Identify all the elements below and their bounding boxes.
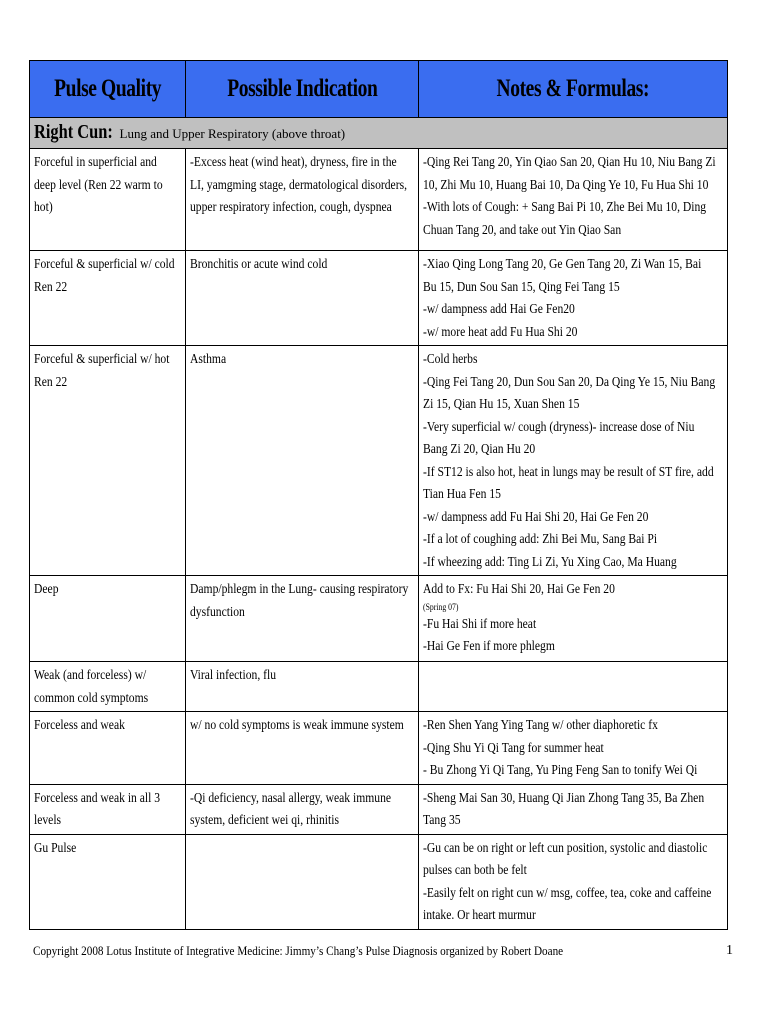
notes-cell — [419, 576, 728, 662]
table-row — [30, 662, 728, 712]
cell-line: hot) — [34, 199, 53, 214]
table-row — [30, 251, 728, 346]
notes-cell — [419, 149, 728, 251]
cell-line: -If wheezing add: Ting Li Zi, Yu Xing Cao, Ma Huang — [423, 553, 677, 569]
cell-line: Forceless and weak — [34, 717, 125, 732]
table-row — [30, 712, 728, 785]
table-row — [30, 149, 728, 251]
notes-cell — [419, 662, 728, 712]
section-row-right-cun — [30, 118, 728, 149]
cell-line: Bronchitis or acute wind cold — [190, 256, 328, 271]
pulse-quality-cell — [30, 576, 186, 662]
cell-line: Viral infection, flu — [190, 667, 277, 682]
section-subtitle: Lung and Upper Respiratory (above throat) — [119, 126, 346, 141]
cell-line: Deep — [34, 581, 59, 596]
notes-cell — [419, 834, 728, 929]
page-number: 1 — [726, 943, 733, 958]
cell-line: Forceless and weak in all 3 — [34, 789, 161, 805]
cell-line: 10, Zhi Mu 10, Huang Bai 10, Da Qing Ye 10, Fu Hua Shi 10 — [423, 176, 709, 192]
cell-line: Weak (and forceless) w/ — [34, 667, 147, 682]
cell-line: Tian Hua Fen 15 — [423, 486, 501, 501]
cell-line: -Fu Hai Shi if more heat — [423, 615, 537, 631]
cell-line: levels — [34, 812, 62, 827]
cell-line: upper respiratory infection, cough, dyspnea — [190, 199, 392, 214]
cell-line: -Xiao Qing Long Tang 20, Ge Gen Tang 20, Zi Wan 15, Bai — [423, 256, 702, 271]
cell-line: Chuan Tang 20, and take out Yin Qiao San — [423, 221, 622, 237]
notes-cell — [419, 251, 728, 346]
cell-line: -Sheng Mai San 30, Huang Qi Jian Zhong Tang 35, Ba Zhen — [423, 789, 705, 805]
cell-line: -w/ dampness add Hai Ge Fen20 — [423, 301, 575, 316]
table-row — [30, 834, 728, 929]
notes-cell — [419, 712, 728, 785]
cell-line: Damp/phlegm in the Lung- causing respiratory — [190, 581, 409, 596]
cell-line: -Qi deficiency, nasal allergy, weak immune — [190, 789, 392, 805]
cell-line: -w/ dampness add Fu Hai Shi 20, Hai Ge Fen 20 — [423, 508, 649, 524]
cell-line: Bang Zi 20, Qian Hu 20 — [423, 441, 536, 456]
cell-line: common cold symptoms — [34, 689, 149, 705]
header-possible-indication: Possible Indication — [186, 61, 419, 118]
pulse-quality-cell — [30, 346, 186, 576]
cell-line: -Cold herbs — [423, 351, 478, 366]
cell-line: Gu Pulse — [34, 839, 77, 855]
indication-cell — [186, 251, 419, 346]
section-title: Right Cun: — [34, 121, 113, 143]
pulse-quality-cell — [30, 251, 186, 346]
small-note: (Spring 07) — [423, 601, 459, 612]
cell-line: -If a lot of coughing add: Zhi Bei Mu, Sang Bai Pi — [423, 531, 658, 546]
cell-line: intake. Or heart murmur — [423, 907, 536, 922]
table-row — [30, 346, 728, 576]
pulse-quality-cell — [30, 149, 186, 251]
cell-line: -Easily felt on right cun w/ msg, coffee, tea, coke and caffeine — [423, 884, 712, 900]
cell-line: -Qing Fei Tang 20, Dun Sou San 20, Da Qing Ye 15, Niu Bang — [423, 373, 716, 389]
cell-line: -Very superficial w/ cough (dryness)- increase dose of Niu — [423, 418, 695, 434]
pulse-quality-cell — [30, 712, 186, 785]
cell-line: Ren 22 — [34, 373, 68, 389]
cell-line: Forceful & superficial w/ hot — [34, 351, 170, 366]
cell-line: -Excess heat (wind heat), dryness, fire in the — [190, 154, 397, 169]
cell-line: pulses can both be felt — [423, 862, 527, 877]
cell-line: system, deficient wei qi, rhinitis — [190, 812, 339, 827]
cell-line: -If ST12 is also hot, heat in lungs may be result of ST fire, add — [423, 463, 714, 479]
indication-cell — [186, 784, 419, 834]
pulse-table — [29, 60, 728, 930]
notes-cell — [419, 346, 728, 576]
cell-line: -Ren Shen Yang Ying Tang w/ other diaphoretic fx — [423, 717, 658, 732]
page-footer: Copyright 2008 Lotus Institute of Integrative Medicine: Jimmy’s Chang’s Pulse Diagnosis organized by Robert Doane — [33, 943, 564, 958]
pulse-quality-cell — [30, 784, 186, 834]
cell-line: -Qing Shu Yi Qi Tang for summer heat — [423, 739, 604, 755]
cell-line: Ren 22 — [34, 278, 68, 294]
table-row — [30, 784, 728, 834]
cell-line: -Hai Ge Fen if more phlegm — [423, 638, 555, 653]
cell-line: Tang 35 — [423, 812, 461, 827]
indication-cell — [186, 346, 419, 576]
cell-line: Forceful in superficial and — [34, 154, 157, 169]
notes-cell — [419, 784, 728, 834]
cell-line: -Gu can be on right or left cun position, systolic and diastolic — [423, 839, 708, 855]
cell-line: LI, yamgming stage, dermatological disorders, — [190, 176, 407, 192]
section-cell — [30, 118, 728, 149]
cell-line: deep level (Ren 22 warm to — [34, 176, 163, 192]
header-pulse-quality: Pulse Quality — [30, 61, 186, 118]
cell-line: Zi 15, Qian Hu 15, Xuan Shen 15 — [423, 396, 580, 411]
indication-cell — [186, 712, 419, 785]
cell-line: -With lots of Cough: + Sang Bai Pi 10, Zhe Bei Mu 10, Ding — [423, 199, 707, 214]
table-row — [30, 576, 728, 662]
cell-line: -Qing Rei Tang 20, Yin Qiao San 20, Qian Hu 10, Niu Bang Zi — [423, 154, 716, 169]
pulse-quality-cell — [30, 834, 186, 929]
table-header-row — [30, 61, 728, 118]
cell-line: - Bu Zhong Yi Qi Tang, Yu Ping Feng San to tonify Wei Qi — [423, 762, 698, 777]
indication-cell — [186, 576, 419, 662]
indication-cell — [186, 662, 419, 712]
cell-line: Add to Fx: Fu Hai Shi 20, Hai Ge Fen 20 — [423, 581, 615, 596]
indication-cell — [186, 149, 419, 251]
cell-line: w/ no cold symptoms is weak immune system — [190, 717, 404, 732]
cell-line: Forceful & superficial w/ cold — [34, 256, 175, 271]
cell-line: Asthma — [190, 351, 227, 366]
pulse-quality-cell — [30, 662, 186, 712]
indication-cell — [186, 834, 419, 929]
cell-line: -w/ more heat add Fu Hua Shi 20 — [423, 323, 578, 339]
header-notes-formulas: Notes & Formulas: — [419, 61, 728, 118]
cell-line: dysfunction — [190, 603, 245, 619]
cell-line: Bu 15, Dun Sou San 15, Qing Fei Tang 15 — [423, 278, 620, 294]
